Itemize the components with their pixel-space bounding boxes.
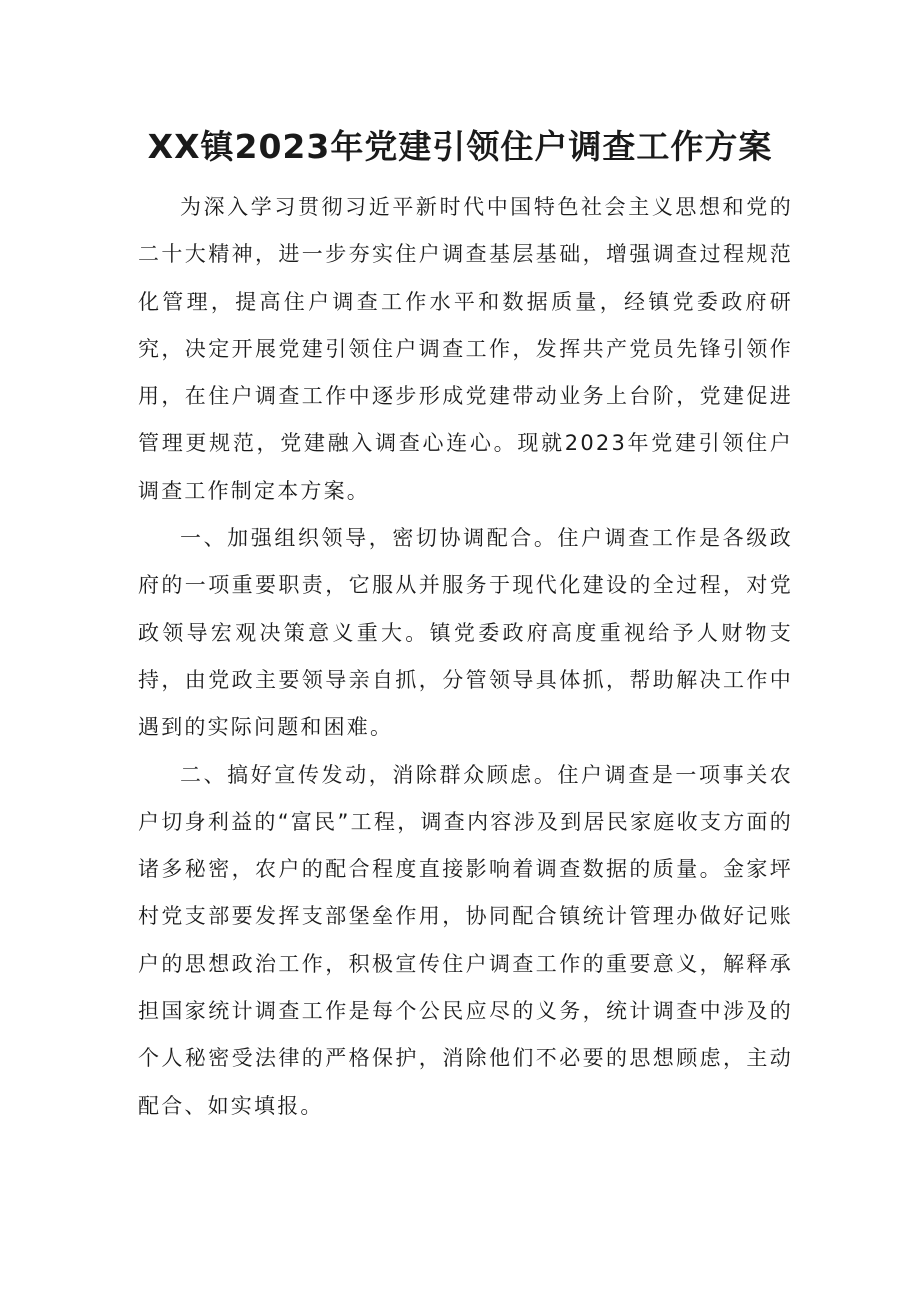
document-title: XX镇2023年党建引领住户调查工作方案 [147, 127, 773, 166]
document-body [138, 184, 793, 1130]
paragraph-section-1: 一、加强组织领导，密切协调配合。住户调查工作是各级政府的一项重要职责，它服从并服务于现代化建设的全过程，对党政领导宏观决策意义重大。镇党委政府高度重视给予人财物支持，由党政主要领导亲自抓，分管领导具体抓，帮助解决工作中遇到的实际问题和困难。 [138, 526, 793, 740]
paragraph-section-2: 二、搞好宣传发动，消除群众顾虑。住户调查是一项事关农户切身利益的“富民”工程，调查内容涉及到居民家庭收支方面的诸多秘密，农户的配合程度直接影响着调查数据的质量。金家坪村党支部要发挥支部堡垒作用，协同配合镇统计管理办做好记账户的思想政治工作，积极宣传住户调查工作的重要意义，解释承担国家统计调查工作是每个公民应尽的义务，统计调查中涉及的个人秘密受法律的严格保护，消除他们不必要的思想顾虑，主动配合、如实填报。 [138, 762, 793, 1118]
paragraph-intro: 为深入学习贯彻习近平新时代中国特色社会主义思想和党的二十大精神，进一步夯实住户调查基层基础，增强调查过程规范化管理，提高住户调查工作水平和数据质量，经镇党委政府研究，决定开展党建引领住户调查工作，发挥共产党员先锋引领作用，在住户调查工作中逐步形成党建带动业务上台阶，党建促进管理更规范，党建融入调查心连心。现就2023年党建引领住户调查工作制定本方案。 [138, 195, 793, 503]
